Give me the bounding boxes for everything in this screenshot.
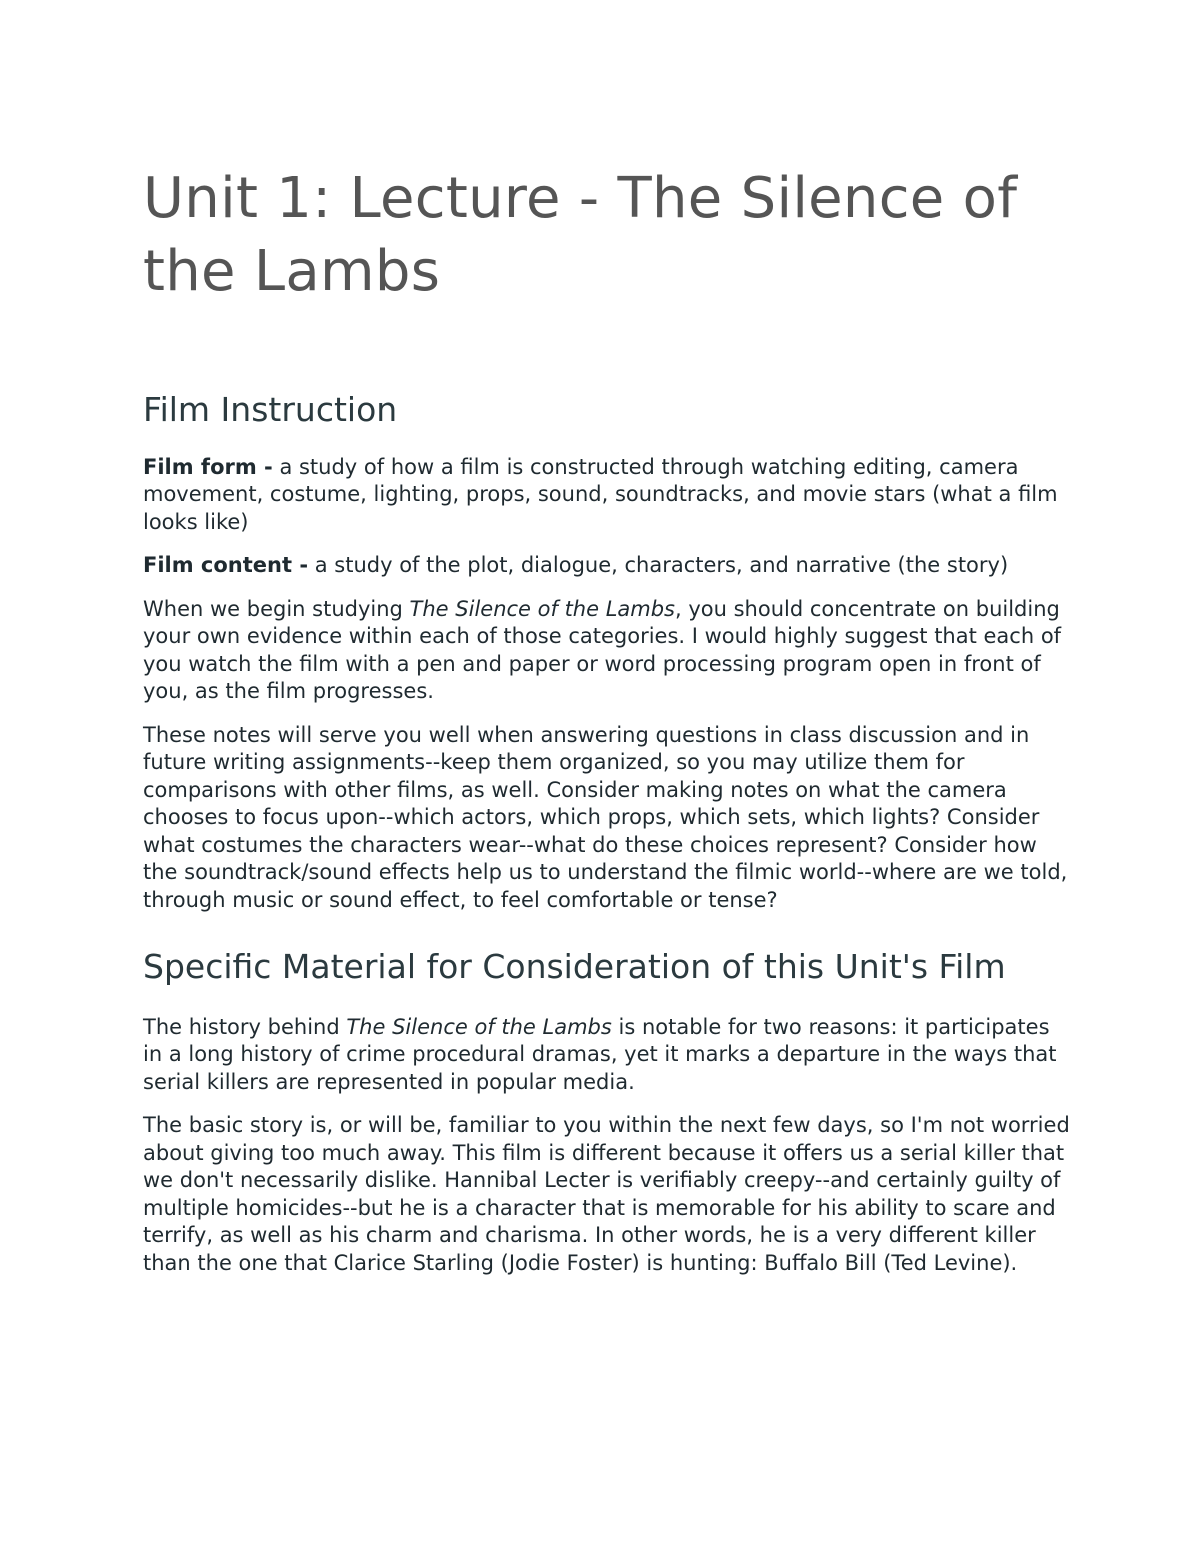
- section-heading-film-instruction: Film Instruction: [143, 389, 398, 429]
- document-body: [143, 162, 1073, 1277]
- paragraph-notes: These notes will serve you well when answering questions in class discussion and in future writing assignments--keep them organized, so you may utilize them for comparisons with other films, as well. Consider making notes on what the camera chooses to focus upon--which actors, which props, which sets, which lights? Consider what costumes the characters wear--what do these choices represent? Consider how the soundtrack/sound effects help us to understand the filmic world--where are we told, through music or sound effect, to feel comfortable or tense?: [143, 722, 1068, 912]
- term-film-form: Film form -: [143, 454, 273, 479]
- paragraph-history: [143, 1014, 1073, 1097]
- film-title-reference: The Silence of the Lambs: [346, 1014, 612, 1039]
- document-title: Unit 1: Lecture - The Silence of the Lambs: [143, 166, 1018, 305]
- section-heading-specific-material: Specific Material for Consideration of this Unit's Film: [143, 947, 1006, 987]
- term-film-content: Film content -: [143, 553, 309, 578]
- paragraph-film-content: [143, 552, 1073, 580]
- paragraph-film-form: [143, 454, 1073, 537]
- paragraph-basic-story: The basic story is, or will be, familiar to you within the next few days, so I'm not worried about giving too much away. This film is different because it offers us a serial killer that we don't necessarily dislike. Hannibal Lecter is verifiably creepy--and certainly guilty of multiple homicides--but he is a character that is memorable for his ability to scare and terrify, as well as his charm and charisma. In other words, he is a very different killer than the one that Clarice Starling (Jodie Foster) is hunting: Buffalo Bill (Ted Levine).: [143, 1113, 1070, 1275]
- paragraph-text: When we begin studying: [143, 596, 410, 621]
- paragraph-text: is notable for two reasons: it participates in a long history of crime procedural dramas, yet it marks a departure in the ways that serial killers are represented in popular media.: [143, 1014, 1057, 1094]
- film-title-reference: The Silence of the Lambs: [409, 596, 675, 621]
- definition-film-content: a study of the plot, dialogue, characters, and narrative (the story): [308, 553, 1009, 578]
- paragraph-begin-studying: [143, 596, 1073, 706]
- definition-film-form: a study of how a film is constructed through watching editing, camera movement, costume, lighting, props, sound, soundtracks, and movie stars (what a film looks like): [143, 454, 1058, 534]
- paragraph-text: The history behind: [143, 1014, 347, 1039]
- paragraph-text: , you should concentrate on building your own evidence within each of those categories. I would highly suggest that each of you watch the film with a pen and paper or word processing program open in front of you, as the film progresses.: [143, 596, 1062, 704]
